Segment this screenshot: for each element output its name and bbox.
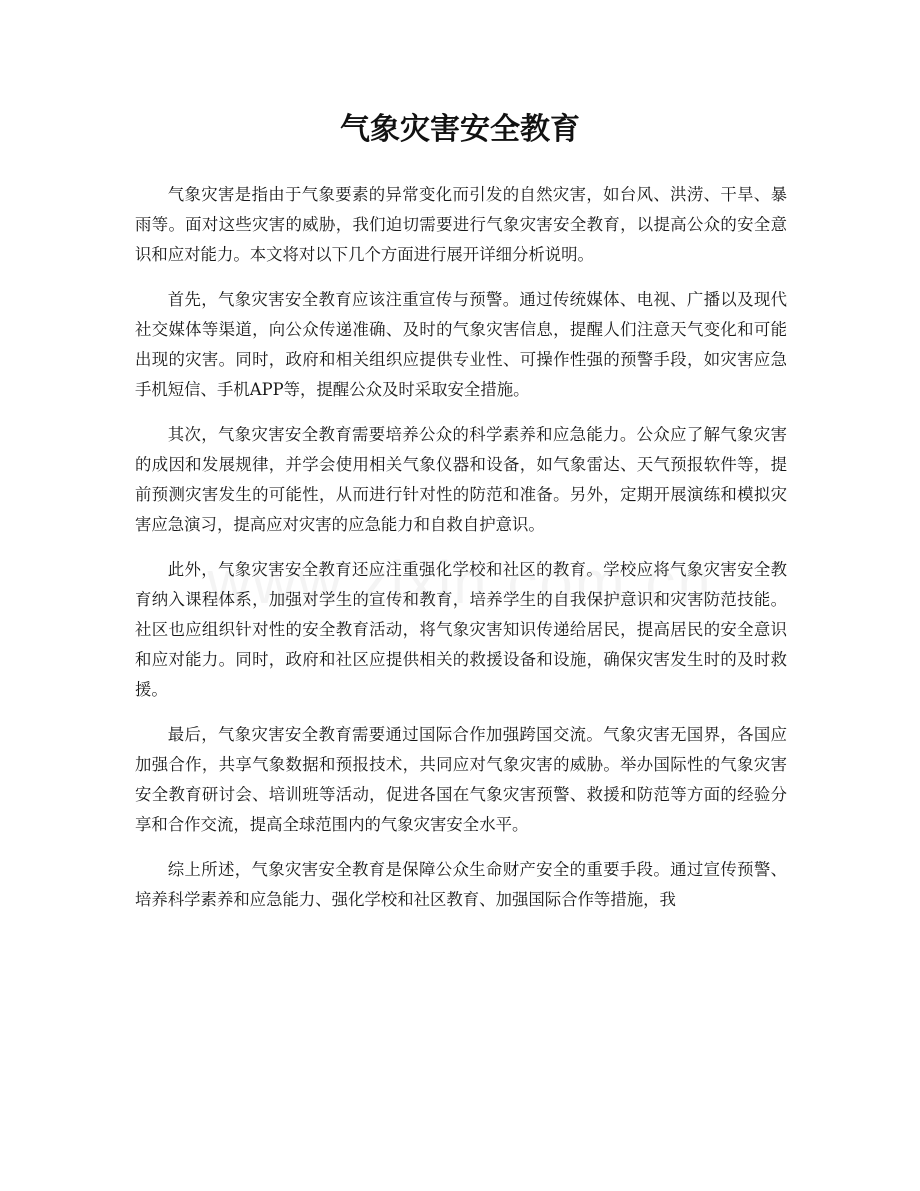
paragraph-second-point: 其次，气象灾害安全教育需要培养公众的科学素养和应急能力。公众应了解气象灾害的成因和发展规律，并学会使用相关气象仪器和设备，如气象雷达、天气预报软件等，提前预测灾害发生的可能性，从而进行针对性的防范和准备。另外，定期开展演练和模拟灾害应急演习，提高应对灾害的应急能力和自救自护意识。 [135,425,787,534]
paragraph-conclusion: 综上所述，气象灾害安全教育是保障公众生命财产安全的重要手段。通过宣传预警、培养科学素养和应急能力、强化学校和社区教育、加强国际合作等措施，我 [135,860,787,909]
document-body [135,180,787,930]
document-title: 气象灾害安全教育 [340,112,580,147]
paragraph-third-point: 此外，气象灾害安全教育还应注重强化学校和社区的教育。学校应将气象灾害安全教育纳入课程体系，加强对学生的宣传和教育，培养学生的自我保护意识和灾害防范技能。社区也应组织针对性的安全教育活动，将气象灾害知识传递给居民，提高居民的安全意识和应对能力。同时，政府和社区应提供相关的救援设备和设施，确保灾害发生时的及时救援。 [135,560,787,699]
paragraph-first-point: 首先，气象灾害安全教育应该注重宣传与预警。通过传统媒体、电视、广播以及现代社交媒体等渠道，向公众传递准确、及时的气象灾害信息，提醒人们注意天气变化和可能出现的灾害。同时，政府和相关组织应提供专业性、可操作性强的预警手段，如灾害应急手机短信、手机APP等，提醒公众及时采取安全措施。 [135,290,787,399]
paragraph-intro: 气象灾害是指由于气象要素的异常变化而引发的自然灾害，如台风、洪涝、干旱、暴雨等。面对这些灾害的威胁，我们迫切需要进行气象灾害安全教育，以提高公众的安全意识和应对能力。本文将对以下几个方面进行展开详细分析说明。 [135,185,787,264]
paragraph-fourth-point: 最后，气象灾害安全教育需要通过国际合作加强跨国交流。气象灾害无国界，各国应加强合作，共享气象数据和预报技术，共同应对气象灾害的威胁。举办国际性的气象灾害安全教育研讨会、培训班等活动，促进各国在气象灾害预警、救援和防范等方面的经验分享和合作交流，提高全球范围内的气象灾害安全水平。 [135,725,787,834]
